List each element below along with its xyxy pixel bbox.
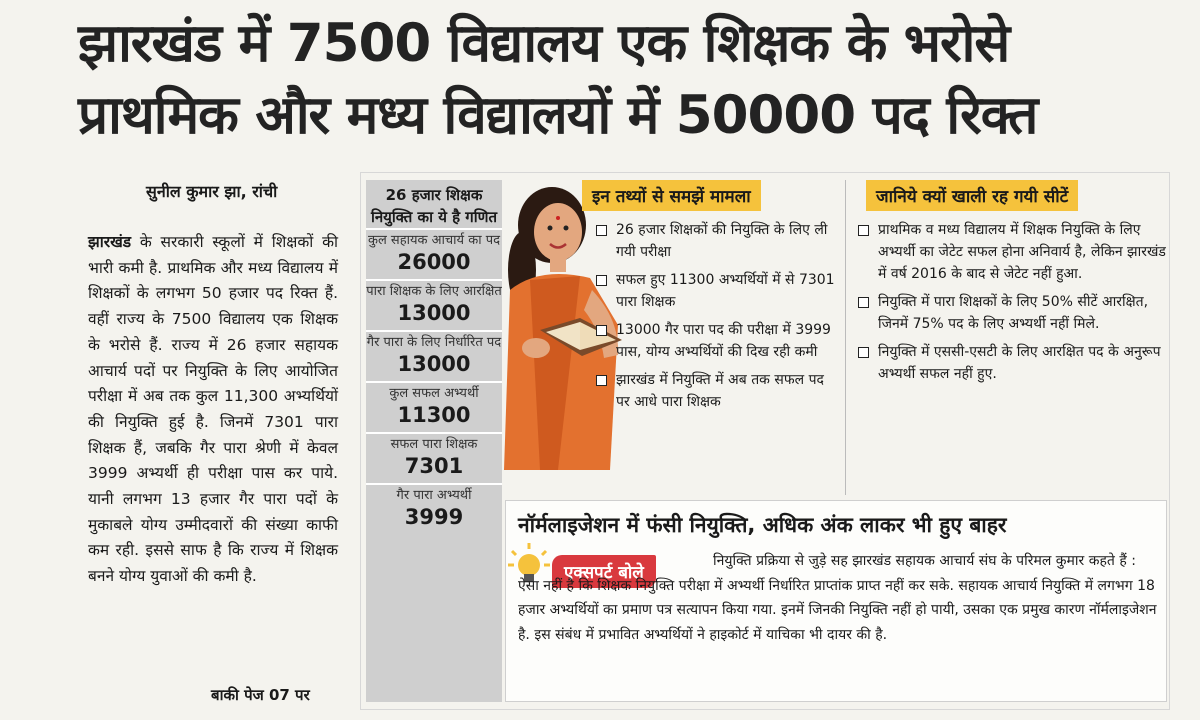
- list-item: [856, 291, 1166, 335]
- stats-row: [366, 381, 502, 432]
- why-text: प्राथमिक व मध्य विद्यालय में शिक्षक नियुक्ति के लिए अभ्यर्थी का जेटेट सफल होना अनिवार्य है, लेकिन झारखंड में वर्ष 2016 के बाद से जेटेट नहीं हुआ.: [878, 222, 1166, 282]
- checkbox-bullet-icon: [858, 225, 869, 236]
- expert-badge: एक्सपर्ट बोले: [552, 555, 656, 588]
- normalization-text: [518, 549, 1158, 647]
- checkbox-bullet-icon: [596, 375, 607, 386]
- list-item: [594, 319, 842, 363]
- stats-row: [366, 483, 502, 534]
- stats-label: पारा शिक्षक के लिए आरक्षित: [366, 284, 502, 299]
- facts-box: [594, 180, 842, 495]
- normalization-box: [505, 500, 1167, 702]
- article-text: के सरकारी स्कूलों में शिक्षकों की भारी कमी है. प्राथमिक और मध्य विद्यालय में शिक्षकों के लगभग 50 हजार पद रिक्त हैं. वहीं राज्य के 7500 विद्यालय एक शिक्षक के भरोसे हैं. राज्य में 26 हजार सहायक आचार्य पदों पर नियुक्ति के लिए आयोजित परीक्षा में अब तक कुल 11,300 अभ्यर्थियों की नियुक्ति हुई है. जिनमें 7301 पारा शिक्षक हैं, जबकि गैर पारा श्रेणी में केवल 3999 अभ्यर्थी ही परीक्षा पास कर पाये. यानी लगभग 13 हजार गैर पारा पदों के मुकाबले योग्य उम्मीदवारों की संख्या काफी कम रही. इससे साफ है कि राज्य में शिक्षक बनने योग्य युवाओं की कमी है.: [88, 233, 338, 586]
- headline-line-2: प्राथमिक और मध्य विद्यालयों में 50000 पद रिक्त: [78, 85, 1038, 146]
- stats-row: [366, 330, 502, 381]
- why-text: नियुक्ति में पारा शिक्षकों के लिए 50% सीटें आरक्षित, जिनमें 75% पद के लिए अभ्यर्थी नहीं मिले.: [878, 294, 1149, 332]
- stats-label: सफल पारा शिक्षक: [390, 437, 478, 452]
- why-box: [845, 180, 1166, 495]
- stats-column: [366, 180, 502, 702]
- fact-text: 13000 गैर पारा पद की परीक्षा में 3999 पास, योग्य अभ्यर्थियों की दिख रही कमी: [616, 322, 831, 360]
- stats-value: 3999: [404, 505, 464, 529]
- byline: सुनील कुमार झा, रांची: [146, 182, 278, 201]
- stats-value: 13000: [397, 352, 471, 376]
- stats-value: 13000: [397, 301, 471, 325]
- facts-list: [594, 219, 842, 413]
- checkbox-bullet-icon: [596, 325, 607, 336]
- list-item: [856, 341, 1166, 385]
- list-item: [856, 219, 1166, 285]
- checkbox-bullet-icon: [596, 275, 607, 286]
- stats-row: [366, 279, 502, 330]
- checkbox-bullet-icon: [858, 297, 869, 308]
- list-item: [594, 219, 842, 263]
- facts-title: इन तथ्यों से समझें मामला: [582, 180, 761, 211]
- article-lead-word: झारखंड: [88, 233, 132, 251]
- stats-value: 7301: [404, 454, 464, 478]
- continued-note: बाकी पेज 07 पर: [211, 686, 310, 704]
- checkbox-bullet-icon: [858, 347, 869, 358]
- stats-value: 11300: [397, 403, 471, 427]
- fact-text: झारखंड में नियुक्ति में अब तक सफल पद पर आधे पारा शिक्षक: [616, 372, 824, 410]
- why-text: नियुक्ति में एससी-एसटी के लिए आरक्षित पद के अनुरूप अभ्यर्थी सफल नहीं हुए.: [878, 344, 1161, 382]
- stats-label: गैर पारा के लिए निर्धारित पद: [366, 335, 502, 350]
- list-item: [594, 269, 842, 313]
- why-list: [846, 219, 1166, 385]
- headline: [78, 8, 1178, 152]
- article-body: [88, 230, 338, 590]
- fact-text: सफल हुए 11300 अभ्यर्थियों में से 7301 पारा शिक्षक: [616, 272, 835, 310]
- stats-label: कुल सफल अभ्यर्थी: [389, 386, 479, 401]
- stats-label: कुल सहायक आचार्य का पद: [368, 233, 500, 248]
- why-title: जानिये क्यों खाली रह गयी सीटें: [866, 180, 1078, 211]
- checkbox-bullet-icon: [596, 225, 607, 236]
- fact-text: 26 हजार शिक्षकों की नियुक्ति के लिए ली गयी परीक्षा: [616, 222, 828, 260]
- headline-line-1: झारखंड में 7500 विद्यालय एक शिक्षक के भरोसे: [78, 13, 1010, 74]
- stats-header: 26 हजार शिक्षक नियुक्ति का ये है गणित: [370, 186, 498, 226]
- stats-row: [366, 432, 502, 483]
- list-item: [594, 369, 842, 413]
- normalization-title: नॉर्मलाइजेशन में फंसी नियुक्ति, अधिक अंक लाकर भी हुए बाहर: [518, 513, 1007, 537]
- stats-label: गैर पारा अभ्यर्थी: [396, 488, 472, 503]
- stats-value: 26000: [397, 250, 471, 274]
- stats-row: [366, 228, 502, 279]
- normalization-paragraph: नियुक्ति प्रक्रिया से जुड़े सह झारखंड सहायक आचार्य संघ के परिमल कुमार कहते हैं : ऐसा नहीं है कि शिक्षक नियुक्ति परीक्षा में अभ्यर्थी निर्धारित प्राप्तांक प्राप्त नहीं कर सके. सहायक आचार्य नियुक्ति में लगभग 18 हजार अभ्यर्थियों का प्रमाण पत्र सत्यापन किया गया. इनमें जिनकी नियुक्ति नहीं हो पायी, उसका एक प्रमुख कारण नॉर्मलाइजेशन है. इस संबंध में प्रभावित अभ्यर्थियों ने हाइकोर्ट में याचिका भी दायर की है.: [518, 553, 1157, 643]
